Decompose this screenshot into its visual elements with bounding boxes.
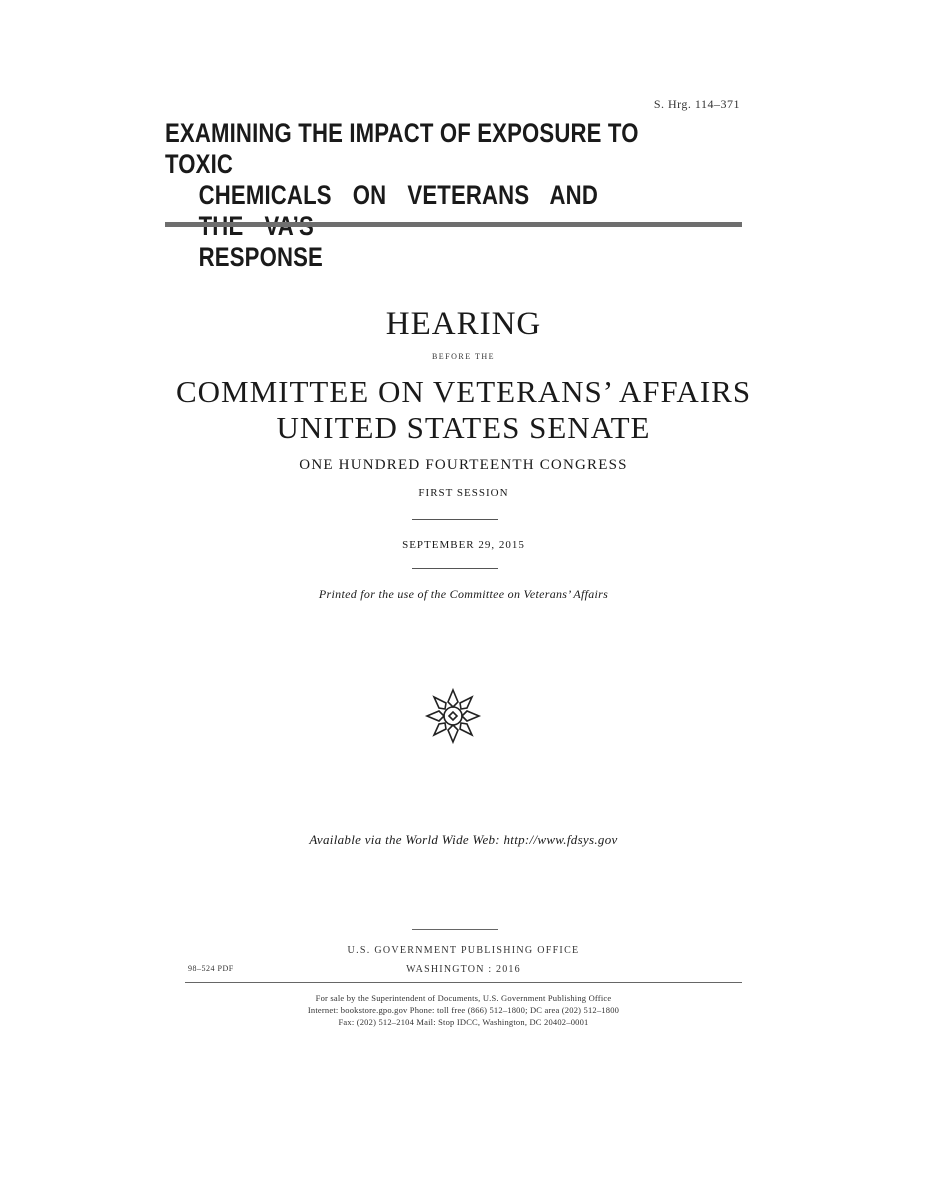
document-title — [165, 118, 641, 273]
sale-line-3: Fax: (202) 512–2104 Mail: Stop IDCC, Washington, DC 20402–0001 — [338, 1017, 589, 1027]
title-line-2: CHEMICALS ON VETERANS AND — [198, 180, 598, 210]
title-line-1: EXAMINING THE IMPACT OF EXPOSURE TO TOXIC — [165, 118, 639, 179]
availability-note: Available via the World Wide Web: http://www.fdsys.gov — [309, 832, 618, 847]
sale-info — [0, 992, 927, 1028]
hearing-date: SEPTEMBER 29, 2015 — [402, 539, 525, 551]
title-divider — [165, 222, 742, 227]
divider-short-2 — [412, 568, 498, 569]
divider-short-1 — [412, 519, 498, 520]
session-label: FIRST SESSION — [418, 487, 509, 499]
sale-line-1: For sale by the Superintendent of Documents, U.S. Government Publishing Office — [315, 993, 612, 1003]
hearing-heading: HEARING — [385, 306, 542, 342]
sale-line-2: Internet: bookstore.gpo.gov Phone: toll free (866) 512–1800; DC area (202) 512–1800 — [307, 1005, 620, 1015]
title-line-3: RESPONSE — [198, 242, 323, 272]
gpo-seal-icon — [422, 686, 484, 746]
footer-divider — [185, 982, 742, 983]
divider-short-3 — [412, 929, 498, 930]
senate-name: UNITED STATES SENATE — [276, 410, 651, 445]
report-number: S. Hrg. 114–371 — [653, 97, 740, 111]
publisher-name: U.S. GOVERNMENT PUBLISHING OFFICE — [347, 945, 580, 956]
printed-for-note: Printed for the use of the Committee on Veterans’ Affairs — [318, 587, 609, 601]
congress-label: ONE HUNDRED FOURTEENTH CONGRESS — [299, 457, 628, 473]
committee-name: COMMITTEE ON VETERANS’ AFFAIRS — [175, 374, 752, 409]
before-the-label: BEFORE THE — [431, 352, 496, 361]
city-year: WASHINGTON : 2016 — [406, 964, 521, 975]
jacket-number: 98–524 PDF — [188, 964, 234, 973]
